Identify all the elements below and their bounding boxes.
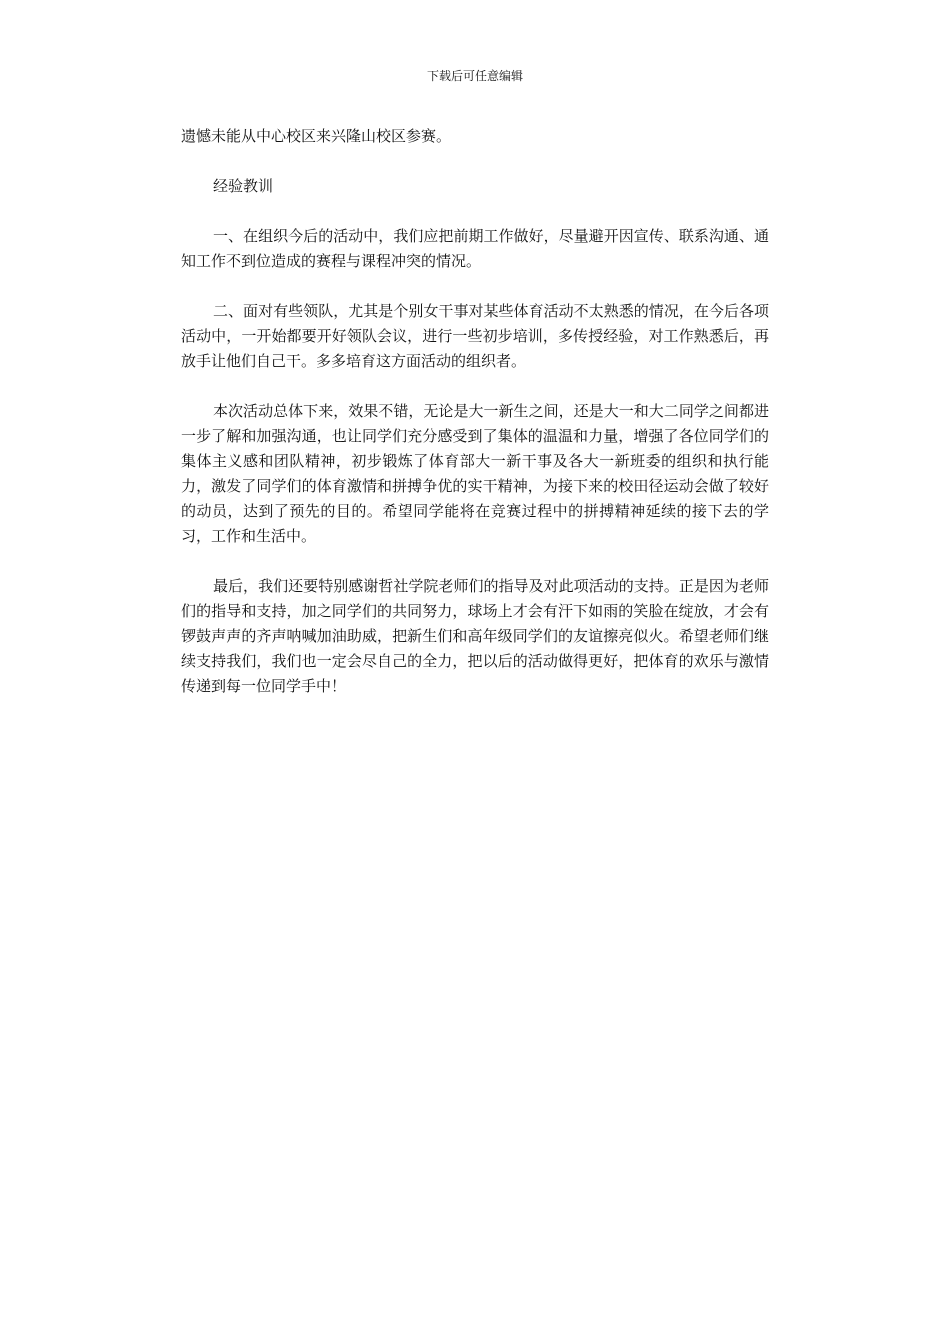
paragraph-acknowledgement: 最后，我们还要特别感谢哲社学院老师们的指导及对此项活动的支持。正是因为老师们的指导和支持，加之同学们的共同努力，球场上才会有汗下如雨的笑脸在绽放，才会有锣鼓声声的齐声呐喊加油助威，把新生们和高年级同学们的友谊擦亮似火。希望老师们继续支持我们，我们也一定会尽自己的全力，把以后的活动做得更好，把体育的欢乐与激情传递到每一位同学手中！ (181, 577, 769, 695)
section-heading-lessons: 经验教训 (213, 177, 274, 195)
paragraph-lesson-one: 一、在组织今后的活动中，我们应把前期工作做好，尽量避开因宣传、联系沟通、通知工作不到位造成的赛程与课程冲突的情况。 (181, 227, 769, 270)
paragraph-lesson-two: 二、面对有些领队，尤其是个别女干事对某些体育活动不太熟悉的情况，在今后各项活动中，一开始都要开好领队会议，进行一些初步培训，多传授经验，对工作熟悉后，再放手让他们自己干。多多培育这方面活动的组织者。 (181, 302, 769, 370)
paragraph-continuation: 遗憾未能从中心校区来兴隆山校区参赛。 (181, 127, 452, 145)
paragraph-summary: 本次活动总体下来，效果不错，无论是大一新生之间，还是大一和大二同学之间都进一步了解和加强沟通，也让同学们充分感受到了集体的温温和力量，增强了各位同学们的集体主义感和团队精神，初步锻炼了体育部大一新干事及各大一新班委的组织和执行能力，激发了同学们的体育激情和拼搏争优的实干精神，为接下来的校田径运动会做了较好的动员，达到了预先的目的。希望同学能将在竞赛过程中的拼搏精神延续的接下去的学习，工作和生活中。 (181, 402, 769, 545)
page-header-note: 下载后可任意编辑 (426, 69, 523, 83)
document-body (181, 124, 769, 724)
